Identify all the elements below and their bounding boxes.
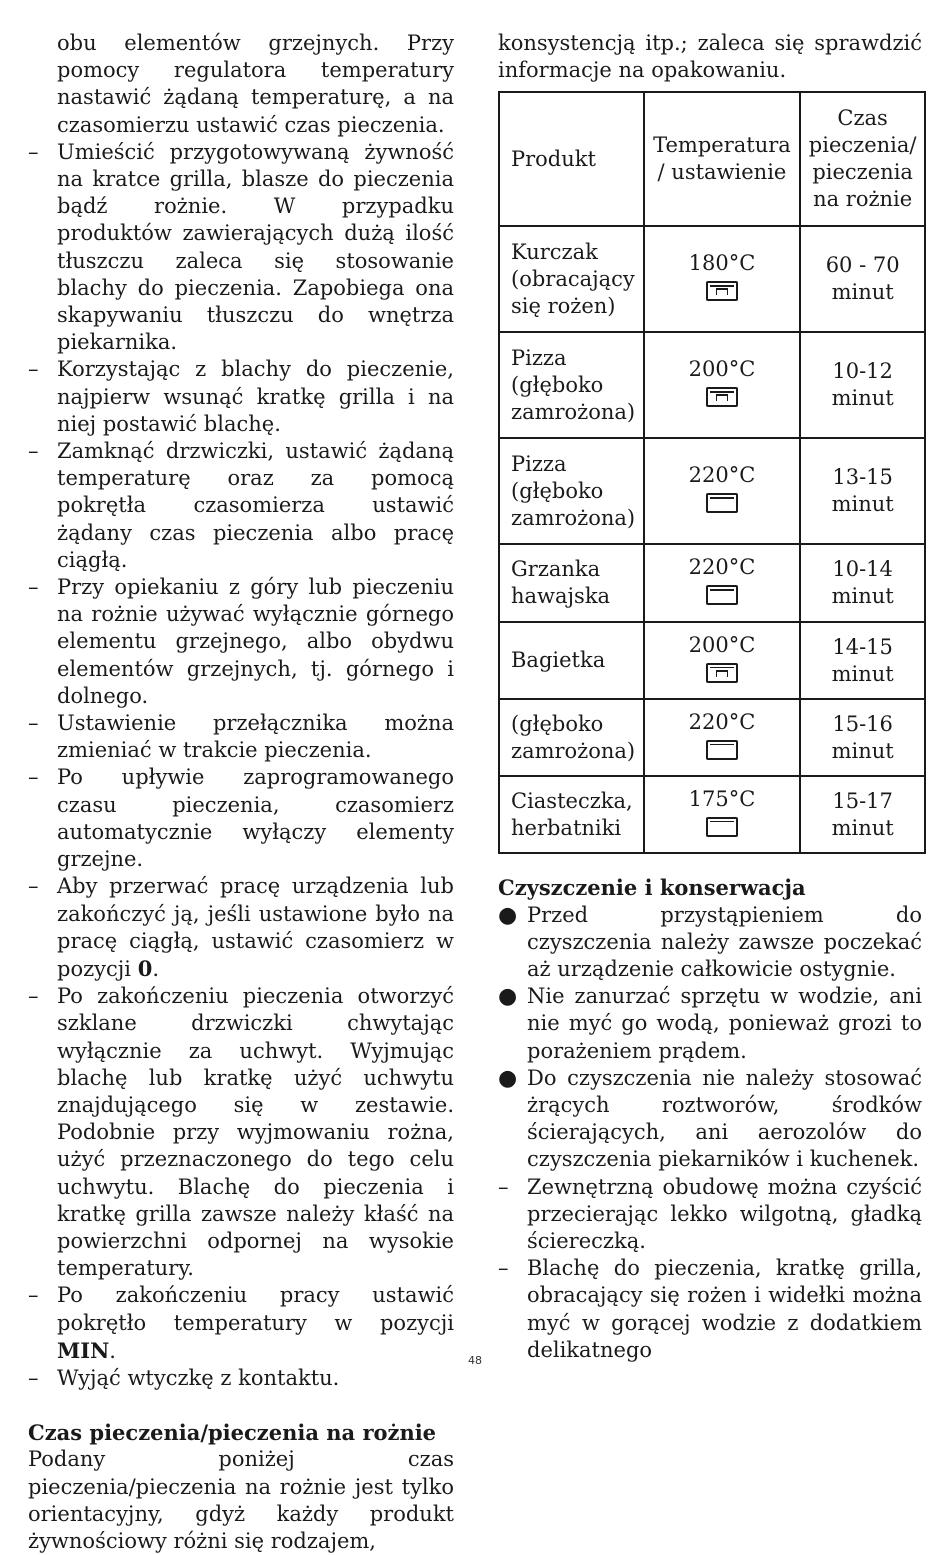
cell-time: 14-15 minut: [800, 622, 926, 699]
dash-marker: –: [28, 984, 39, 1009]
cell-temperature: 200°C: [644, 622, 800, 699]
cell-product: Pizza (głęboko zamrożona): [499, 438, 644, 544]
cell-temperature: 220°C: [644, 544, 800, 622]
top-heat-icon: [706, 740, 738, 760]
rotisserie-icon: [706, 281, 738, 301]
top-heat-icon: [706, 817, 738, 837]
cell-product: Pizza (głęboko zamrożona): [499, 332, 644, 438]
table-row: [499, 544, 925, 622]
baking-time-table: [498, 91, 926, 854]
table-row: [499, 438, 925, 544]
dash-marker: –: [28, 357, 39, 382]
list-item: – Korzystając z blachy do pieczenie, najpierw wsunąć kratkę grilla i na niej postawić blachę.: [28, 357, 454, 436]
dash-marker: –: [28, 1365, 39, 1390]
cell-product: Grzanka hawajska: [499, 544, 644, 622]
cell-product: Kurczak (obracający się rożen): [499, 226, 644, 332]
dash-marker: –: [498, 1256, 509, 1281]
cell-temperature: 220°C: [644, 438, 800, 544]
continuation-paragraph: konsystencją itp.; zaleca się sprawdzić informacje na opakowaniu.: [498, 31, 922, 83]
list-item: – Przy opiekaniu z góry lub pieczeniu na rożnie używać wyłącznie górnego elementu grzejnego, albo obydwu elementów grzejnych, tj. górnego i dolnego.: [28, 575, 454, 708]
cell-product: (głęboko zamrożona): [499, 699, 644, 776]
dash-marker: –: [28, 1283, 39, 1308]
section-heading: Czas pieczenia/pieczenia na rożnie: [28, 1420, 437, 1446]
list-item: – Po zakończeniu pieczenia otworzyć szklane drzwiczki chwytając wyłącznie za uchwyt. Wyjmując blachę lub kratkę użyć uchwytu znajdującego się w zestawie. Podobnie przy wyjmowaniu rożna, użyć przeznaczonego do tego celu uchwytu. Blachę do pieczenia i kratkę grilla zawsze należy kłaść na powierzchni odpornej na wysokie temperatury.: [28, 984, 454, 1281]
bullet-item: ● Przed przystąpieniem do czyszczenia należy zawsze poczekać aż urządzenie całkowicie ostygnie.: [498, 902, 922, 982]
cell-time: 15-16 minut: [800, 699, 926, 776]
cleaning-heading: Czyszczenie i konserwacja: [498, 875, 806, 901]
right-column: [498, 30, 922, 1364]
bullet-item: ● Nie zanurzać sprzętu w wodzie, ani nie myć go wodą, ponieważ grozi to porażeniem prądem.: [498, 984, 922, 1063]
table-row: [499, 776, 925, 853]
left-column: [28, 30, 454, 1555]
dash-marker: –: [28, 711, 39, 736]
table-row: [499, 332, 925, 438]
cell-product: Ciasteczka, herbatniki: [499, 776, 644, 853]
header-time: Czas pieczenia/ pieczenia na rożnie: [800, 92, 926, 226]
top-heat-icon: [706, 585, 738, 605]
dash-marker: –: [28, 139, 39, 164]
dash-marker: –: [28, 874, 39, 899]
list-item: – Po upływie zaprogramowanego czasu pieczenia, czasomierz automatycznie wyłączy elementy grzejne.: [28, 765, 454, 872]
table-header-row: [499, 92, 925, 226]
list-item-timer: – Aby przerwać pracę urządzenia lub zakończyć ją, jeśli ustawione było na pracę ciągłą, ustawić czasomierz w pozycji 0.: [28, 874, 454, 981]
list-item: – Zamknąć drzwiczki, ustawić żądaną temperaturę oraz za pomocą pokrętła czasomierza ustawić żądany czas pieczenia albo pracę ciągłą.: [28, 439, 454, 572]
list-item: – Zewnętrzną obudowę można czyścić przecierając lekko wilgotną, gładką ściereczką.: [498, 1174, 922, 1254]
cell-time: 15-17 minut: [800, 776, 926, 853]
cell-temperature: 220°C: [644, 699, 800, 776]
rotisserie-icon: [706, 387, 738, 407]
table-row: [499, 622, 925, 699]
list-item-min: – Po zakończeniu pracy ustawić pokrętło temperatury w pozycji MIN.: [28, 1283, 454, 1363]
table-row: [499, 699, 925, 776]
table-row: [499, 226, 925, 332]
bullet-item: ● Do czyszczenia nie należy stosować żrących roztworów, środków ścierających, ani aerozolów do czyszczenia piekarników i kuchenek.: [498, 1065, 922, 1172]
cell-temperature: 200°C: [644, 332, 800, 438]
cell-time: 13-15 minut: [800, 438, 926, 544]
dash-marker: –: [28, 575, 39, 600]
bullet-marker: ●: [498, 984, 518, 1010]
intro-paragraph: obu elementów grzejnych. Przy pomocy regulatora temperatury nastawić żądaną temperaturę, a na czasomierzu ustawić czas pieczenia.: [57, 31, 454, 137]
cell-temperature: 175°C: [644, 776, 800, 853]
list-item: – Blachę do pieczenia, kratkę grilla, obracający się rożen i widełki można myć w gorącej wodzie z dodatkiem delikatnego: [498, 1256, 922, 1362]
page-number: 48: [468, 1354, 482, 1367]
bullet-marker: ●: [498, 902, 518, 928]
header-temperature: Temperatura / ustawienie: [644, 92, 800, 226]
header-product: Produkt: [499, 92, 644, 226]
list-item: – Ustawienie przełącznika można zmieniać w trakcie pieczenia.: [28, 711, 454, 763]
list-item: – Umieścić przygotowywaną żywność na kratce grilla, blasze do pieczenia bądź rożnie. W przypadku produktów zawierających dużą ilość tłuszczu zaleca się stosowanie blachy do pieczenia. Zapobiega ona skapywaniu tłuszczu do wnętrza piekarnika.: [28, 139, 454, 355]
section-paragraph: Podany poniżej czas pieczenia/pieczenia na rożnie jest tylko orientacyjny, gdyż każdy produkt żywnościowy różni się rodzajem,: [28, 1447, 454, 1553]
cell-time: 10-12 minut: [800, 332, 926, 438]
top-heat-icon: [706, 493, 738, 513]
cell-product: Bagietka: [499, 622, 644, 699]
list-item: – Wyjąć wtyczkę z kontaktu.: [28, 1365, 454, 1392]
rotisserie-icon: [706, 663, 738, 683]
cell-time: 10-14 minut: [800, 544, 926, 622]
dash-marker: –: [28, 765, 39, 790]
dash-marker: –: [498, 1174, 509, 1199]
cell-time: 60 - 70 minut: [800, 226, 926, 332]
bullet-marker: ●: [498, 1065, 518, 1091]
cell-temperature: 180°C: [644, 226, 800, 332]
dash-marker: –: [28, 439, 39, 464]
